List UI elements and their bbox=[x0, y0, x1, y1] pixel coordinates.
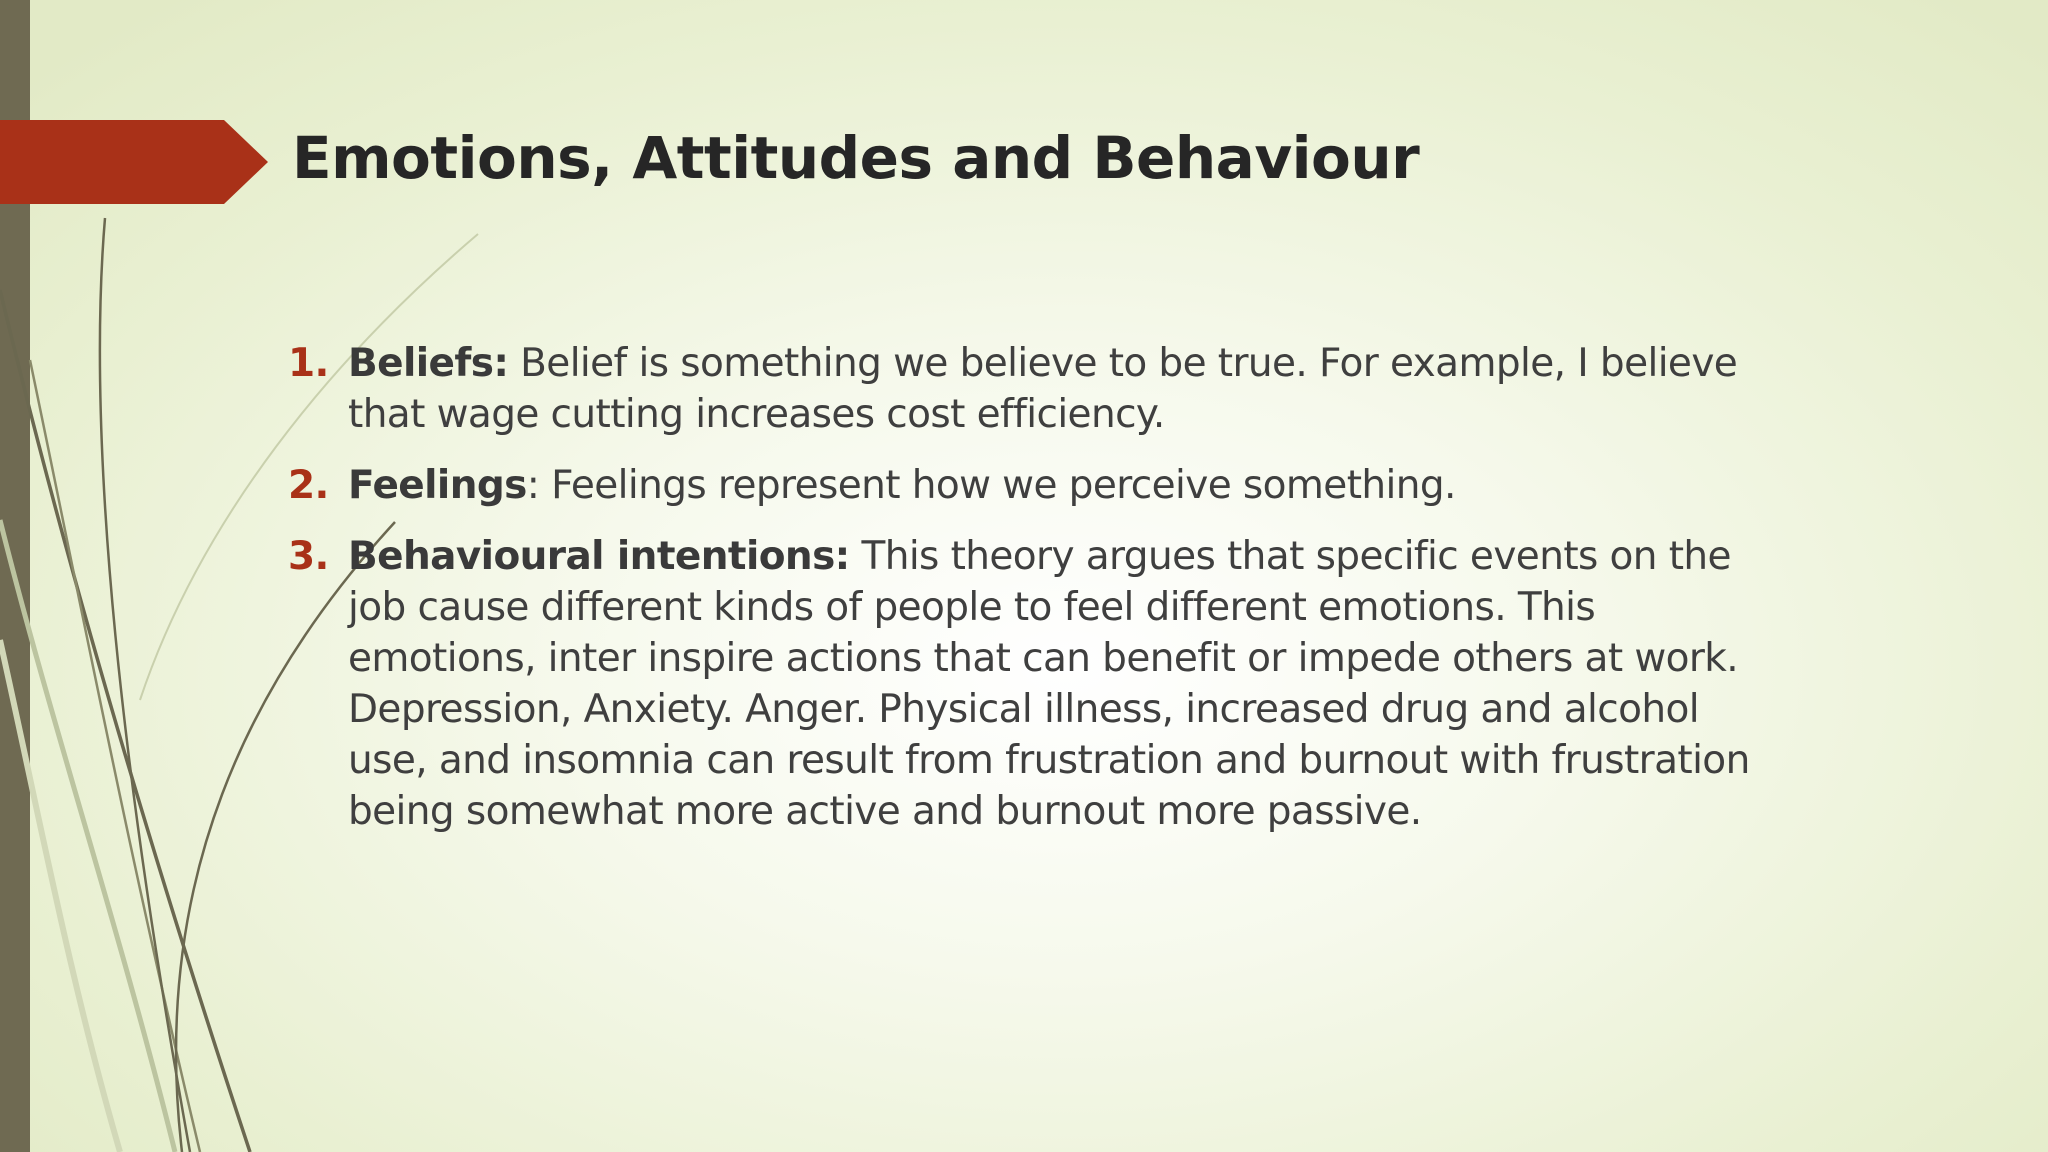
item-text: : Feelings represent how we perceive something. bbox=[526, 463, 1456, 508]
item-term: Behavioural intentions: bbox=[348, 534, 850, 579]
list-item bbox=[288, 460, 1788, 511]
list-item bbox=[288, 338, 1788, 440]
title-arrow-shape bbox=[0, 120, 268, 204]
item-number: 1. bbox=[288, 341, 329, 386]
bullet-list bbox=[288, 338, 1788, 857]
item-text: This theory argues that specific events on the job cause different kinds of people to feel different emotions. This emotions, inter inspire actions that can benefit or impede others at work. Depression, Anxiety. Anger. Physical illness, increased drug and alcohol use, and insomnia can result from frustration and burnout with frustration being somewhat more active and burnout more passive. bbox=[348, 534, 1750, 834]
item-term: Feelings bbox=[348, 463, 527, 508]
list-item bbox=[288, 531, 1788, 837]
slide-title: Emotions, Attitudes and Behaviour bbox=[292, 124, 1420, 192]
item-number: 2. bbox=[288, 463, 329, 508]
item-term: Beliefs: bbox=[348, 341, 509, 386]
item-number: 3. bbox=[288, 534, 329, 579]
item-text: Belief is something we believe to be true. For example, I believe that wage cutting increases cost efficiency. bbox=[348, 341, 1738, 437]
